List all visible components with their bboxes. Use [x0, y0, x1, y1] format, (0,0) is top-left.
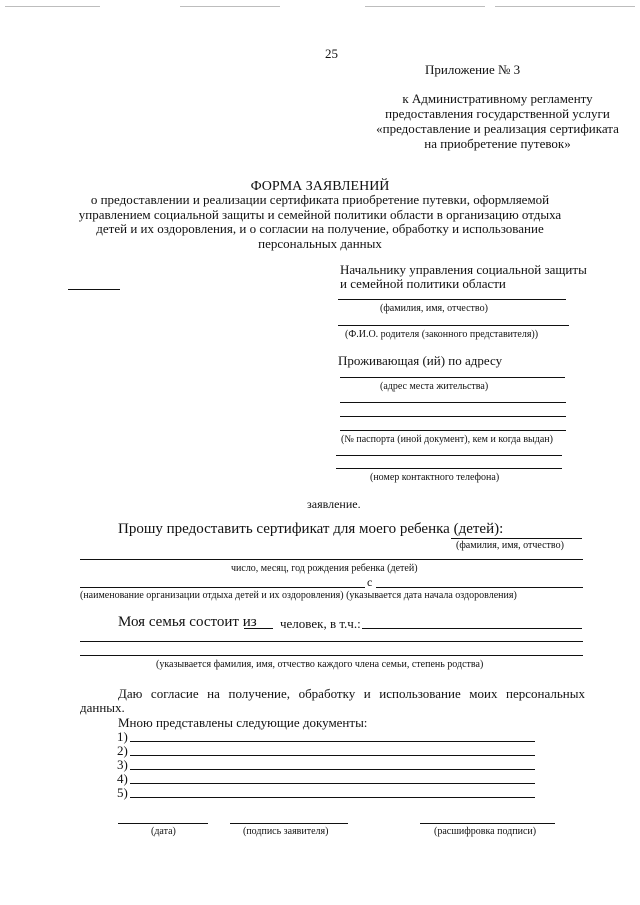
passport-field-line-2[interactable]	[336, 455, 562, 456]
residing-label: Проживающая (ий) по адресу	[338, 353, 503, 368]
address-field-line[interactable]	[340, 377, 565, 378]
passport-caption: (№ паспорта (иной документ), кем и когда выдан)	[341, 434, 553, 445]
date-field-line[interactable]	[118, 823, 208, 824]
scan-artifact-line	[180, 6, 280, 7]
signature-caption: (подпись заявителя)	[243, 826, 329, 837]
form-subtitle-line: персональных данных	[258, 235, 382, 251]
phone-field-line[interactable]	[336, 468, 562, 469]
form-subtitle-line: о предоставлении и реализации сертификата приобретение путевки, оформляемой	[90, 192, 550, 207]
phone-caption: (номер контактного телефона)	[370, 472, 500, 483]
child-fio-caption: (фамилия, имя, отчество)	[456, 540, 564, 551]
form-subtitle-line: управлением социальной защиты и семейной политики области в организацию отдыха	[78, 206, 562, 222]
form-subtitle	[40, 193, 600, 251]
parent-caption: (Ф.И.О. родителя (законного представителя))	[345, 329, 539, 340]
request-text: Прошу предоставить сертификат для моего ребенка (детей):	[118, 521, 504, 537]
scan-artifact-line	[5, 6, 100, 7]
doc-item-field[interactable]	[130, 755, 535, 756]
scan-artifact-line	[365, 6, 485, 7]
start-date-field-line[interactable]	[376, 587, 583, 588]
decoding-field-line[interactable]	[420, 823, 555, 824]
margin-line	[68, 289, 120, 290]
doc-item-field[interactable]	[130, 769, 535, 770]
consent-text	[80, 687, 585, 715]
statement-heading: заявление.	[307, 497, 361, 511]
doc-item-label: 5)	[117, 785, 128, 800]
family-field-line[interactable]	[362, 628, 582, 629]
doc-item-field[interactable]	[130, 797, 535, 798]
appendix-title: Приложение № 3	[425, 62, 521, 77]
consent-line-2: данных.	[80, 700, 125, 715]
doc-item-field[interactable]	[130, 741, 535, 742]
date-caption: (дата)	[151, 826, 176, 837]
appendix-line: предоставления государственной услуги	[385, 106, 610, 121]
doc-item-label: 4)	[117, 771, 128, 786]
decoding-caption: (расшифровка подписи)	[434, 826, 537, 837]
appendix-line: «предоставление и реализация сертификата	[376, 121, 619, 136]
family-text-a: Моя семья состоит из	[118, 614, 257, 630]
doc-item-label: 2)	[117, 743, 128, 758]
birth-field-line[interactable]	[80, 559, 583, 560]
scan-artifact-line	[495, 6, 635, 7]
family-caption: (указывается фамилия, имя, отчество каждого члена семьи, степень родства)	[156, 659, 484, 670]
address-field-line-3[interactable]	[340, 416, 566, 417]
docs-intro: Мною представлены следующие документы:	[118, 715, 368, 730]
fio-caption: (фамилия, имя, отчество)	[380, 303, 488, 314]
addressee-line-2: и семейной политики области	[340, 276, 506, 291]
from-word: с	[367, 575, 373, 589]
org-field-line[interactable]	[80, 587, 365, 588]
appendix-text	[355, 91, 640, 151]
org-caption: (наименование организации отдыха детей и их оздоровления) (указывается дата начала оздоровления)	[80, 590, 517, 601]
birth-caption: число, месяц, год рождения ребенка (детей)	[231, 563, 418, 574]
child-fio-field-line[interactable]	[451, 538, 582, 539]
family-field-line-2[interactable]	[80, 641, 583, 642]
form-subtitle-line: детей и их оздоровления, и о согласии на получение, обработку и использование	[96, 221, 544, 236]
family-field-line-3[interactable]	[80, 655, 583, 656]
address-field-line-2[interactable]	[340, 402, 566, 403]
doc-item-field[interactable]	[130, 783, 535, 784]
form-title: ФОРМА ЗАЯВЛЕНИЙ	[250, 179, 390, 194]
consent-line-1: Даю согласие на получение, обработку и использование моих персональных	[118, 686, 585, 701]
appendix-line: к Административному регламенту	[402, 91, 593, 106]
doc-item-label: 3)	[117, 757, 128, 772]
family-count-field-line[interactable]	[244, 628, 273, 629]
signature-field-line[interactable]	[230, 823, 348, 824]
family-text-b: человек, в т.ч.:	[280, 616, 361, 631]
fio-field-line[interactable]	[338, 299, 566, 300]
page-number: 25	[325, 46, 338, 61]
parent-field-line[interactable]	[338, 325, 569, 326]
address-caption: (адрес места жительства)	[380, 381, 489, 392]
addressee-line-1: Начальнику управления социальной защиты	[340, 262, 587, 277]
appendix-line: на приобретение путевок»	[424, 136, 571, 151]
doc-item-label: 1)	[117, 729, 128, 744]
passport-field-line[interactable]	[340, 430, 566, 431]
